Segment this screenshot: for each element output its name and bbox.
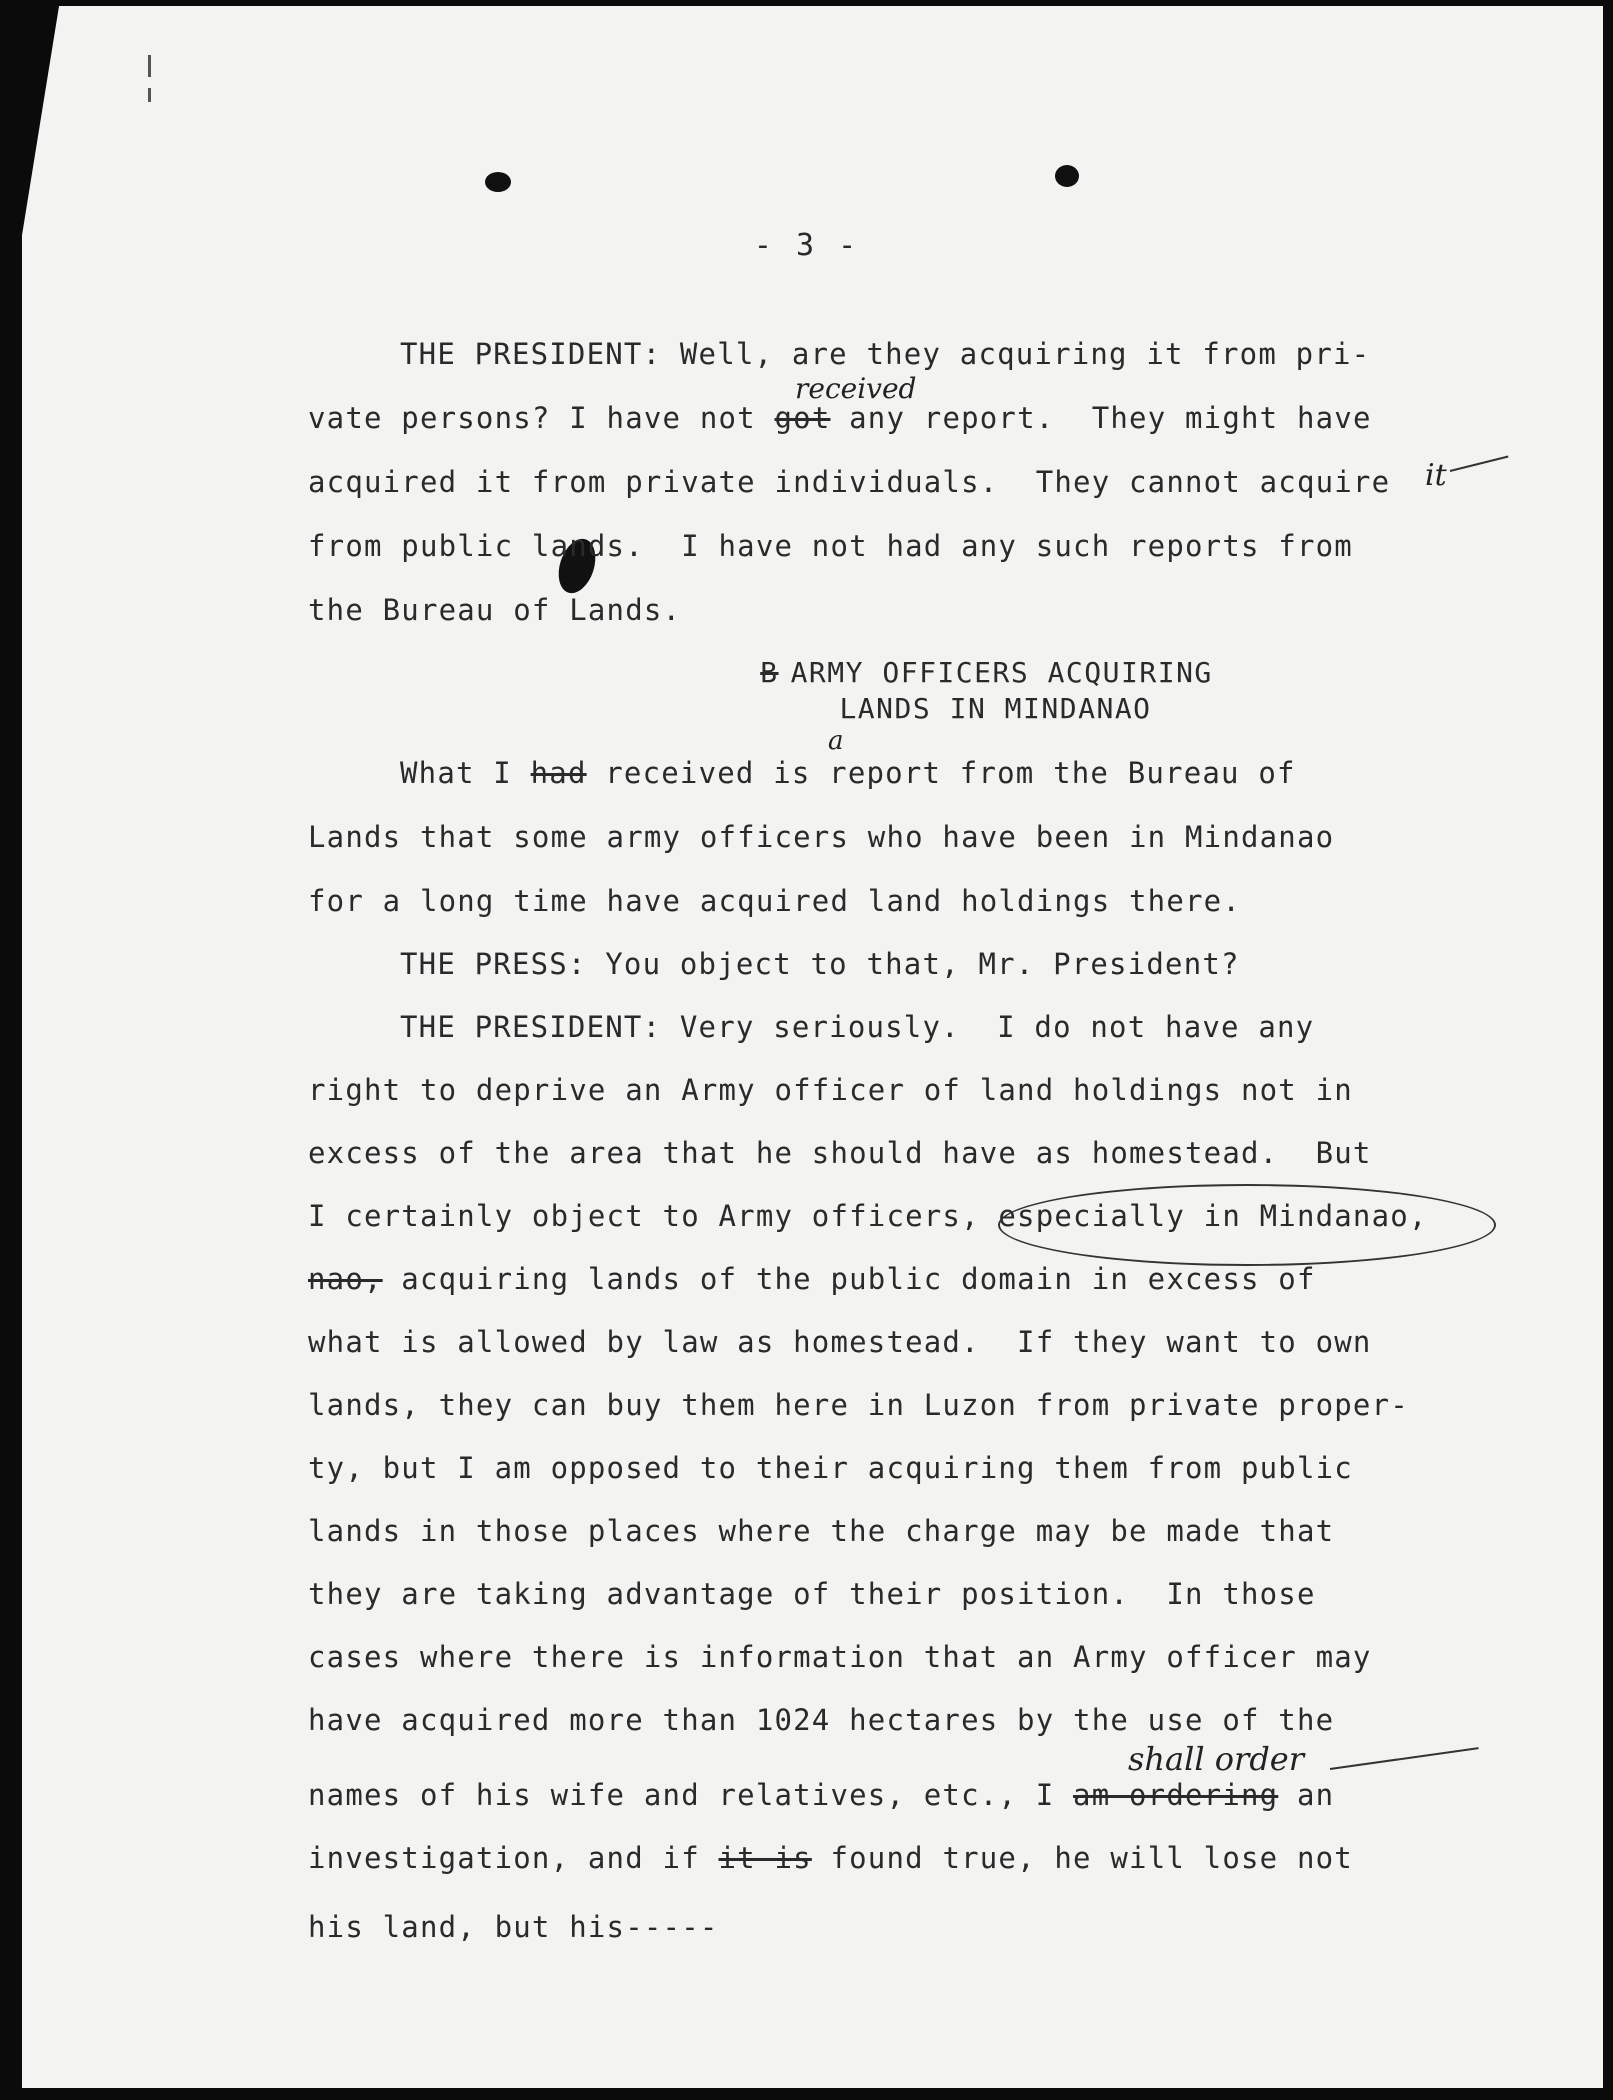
text-line: What I had received is report from the Bureau of xyxy=(400,756,1296,790)
handwritten-it: it xyxy=(1425,458,1447,493)
handwritten-received: received xyxy=(795,372,917,405)
text-line: his land, but his----- xyxy=(308,1910,719,1944)
text-line: vate persons? I have not got any report. They might have xyxy=(308,401,1372,435)
text-line: have acquired more than 1024 hectares by the use of the xyxy=(308,1703,1335,1737)
section-heading: B ARMY OFFICERS ACQUIRING xyxy=(760,656,1213,689)
text-line: I certainly object to Army officers, especially in Mindanao, xyxy=(308,1199,1428,1233)
text-line: for a long time have acquired land holdings there. xyxy=(308,884,1241,918)
text-line: acquired it from private individuals. They cannot acquire xyxy=(308,465,1391,499)
handwritten-stroke xyxy=(1450,456,1509,472)
text-line: lands, they can buy them here in Luzon from private proper- xyxy=(308,1388,1409,1422)
handwritten-a: a xyxy=(828,726,844,756)
text-line: right to deprive an Army officer of land holdings not in xyxy=(308,1073,1353,1107)
text-line: THE PRESIDENT: Well, are they acquiring it from pri- xyxy=(400,337,1371,371)
text-line: excess of the area that he should have as homestead. But xyxy=(308,1136,1372,1170)
text-line: cases where there is information that an Army officer may xyxy=(308,1640,1372,1674)
handwritten-shall-order: shall order xyxy=(1128,1740,1305,1778)
text-line: lands in those places where the charge may be made that xyxy=(308,1514,1335,1548)
text-line: investigation, and if it is found true, he will lose not xyxy=(308,1841,1353,1875)
text-line: from public lands. I have not had any such reports from xyxy=(308,529,1353,563)
text-line: the Bureau of Lands. xyxy=(308,593,682,627)
text-line: what is allowed by law as homestead. If they want to own xyxy=(308,1325,1372,1359)
page-number: - 3 - xyxy=(753,228,860,263)
handwritten-circle xyxy=(998,1184,1496,1266)
text-line: they are taking advantage of their position. In those xyxy=(308,1577,1316,1611)
text-line: THE PRESS: You object to that, Mr. President? xyxy=(400,947,1240,981)
section-heading: LANDS IN MINDANAO xyxy=(839,692,1152,725)
text-line: nao, acquiring lands of the public domain in excess of xyxy=(308,1262,1316,1296)
text-line: THE PRESIDENT: Very seriously. I do not have any xyxy=(400,1010,1315,1044)
text-line: Lands that some army officers who have been in Mindanao xyxy=(308,820,1335,854)
handwritten-stroke xyxy=(1330,1747,1479,1770)
text-line: ty, but I am opposed to their acquiring them from public xyxy=(308,1451,1353,1485)
text-line: names of his wife and relatives, etc., I am ordering an xyxy=(308,1778,1335,1812)
